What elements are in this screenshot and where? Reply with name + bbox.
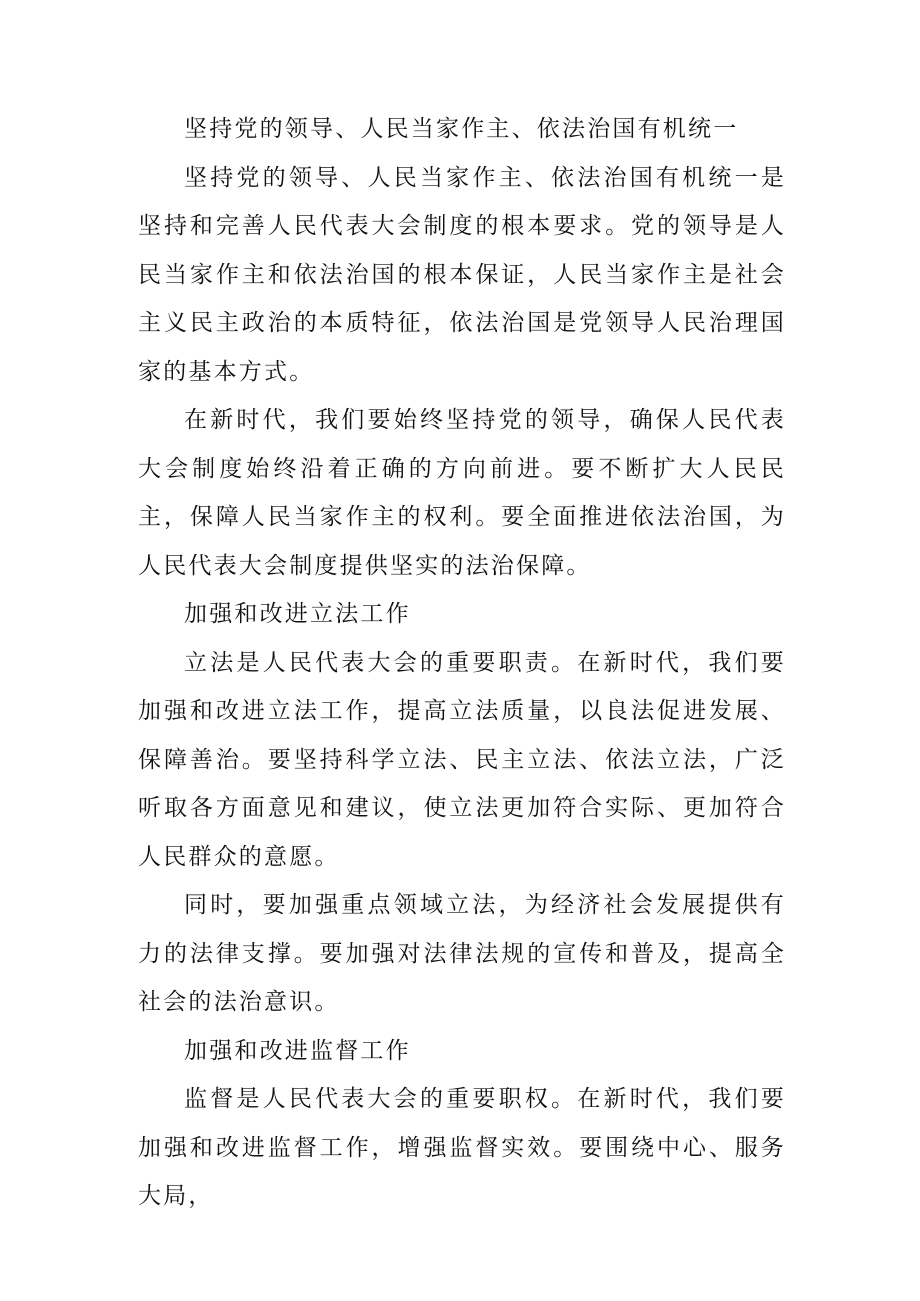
body-paragraph: 坚持党的领导、人民当家作主、依法治国有机统一是坚持和完善人民代表大会制度的根本要求。党的领导是人民当家作主和依法治国的根本保证，人民当家作主是社会主义民主政治的本质特征，依法治国是党领导人民治理国家的基本方式。 [138, 164, 786, 385]
section-heading: 坚持党的领导、人民当家作主、依法治国有机统一 [184, 116, 739, 142]
document-body [138, 105, 786, 1221]
body-paragraph: 在新时代，我们要始终坚持党的领导，确保人民代表大会制度始终沿着正确的方向前进。要不断扩大人民民主，保障人民当家作主的权利。要全面推进依法治国，为人民代表大会制度提供坚实的法治保障。 [138, 407, 786, 579]
body-paragraph: 监督是人民代表大会的重要职权。在新时代，我们要加强和改进监督工作，增强监督实效。要围绕中心、服务大局， [138, 1086, 786, 1209]
body-paragraph: 立法是人民代表大会的重要职责。在新时代，我们要加强和改进立法工作，提高立法质量，以良法促进发展、保障善治。要坚持科学立法、民主立法、依法立法，广泛听取各方面意见和建议，使立法更加符合实际、更加符合人民群众的意愿。 [138, 649, 786, 870]
section-heading: 加强和改进立法工作 [184, 601, 411, 627]
section-heading: 加强和改进监督工作 [184, 1037, 411, 1064]
body-paragraph: 同时，要加强重点领域立法，为经济社会发展提供有力的法律支撑。要加强对法律法规的宣传和普及，提高全社会的法治意识。 [138, 892, 786, 1015]
